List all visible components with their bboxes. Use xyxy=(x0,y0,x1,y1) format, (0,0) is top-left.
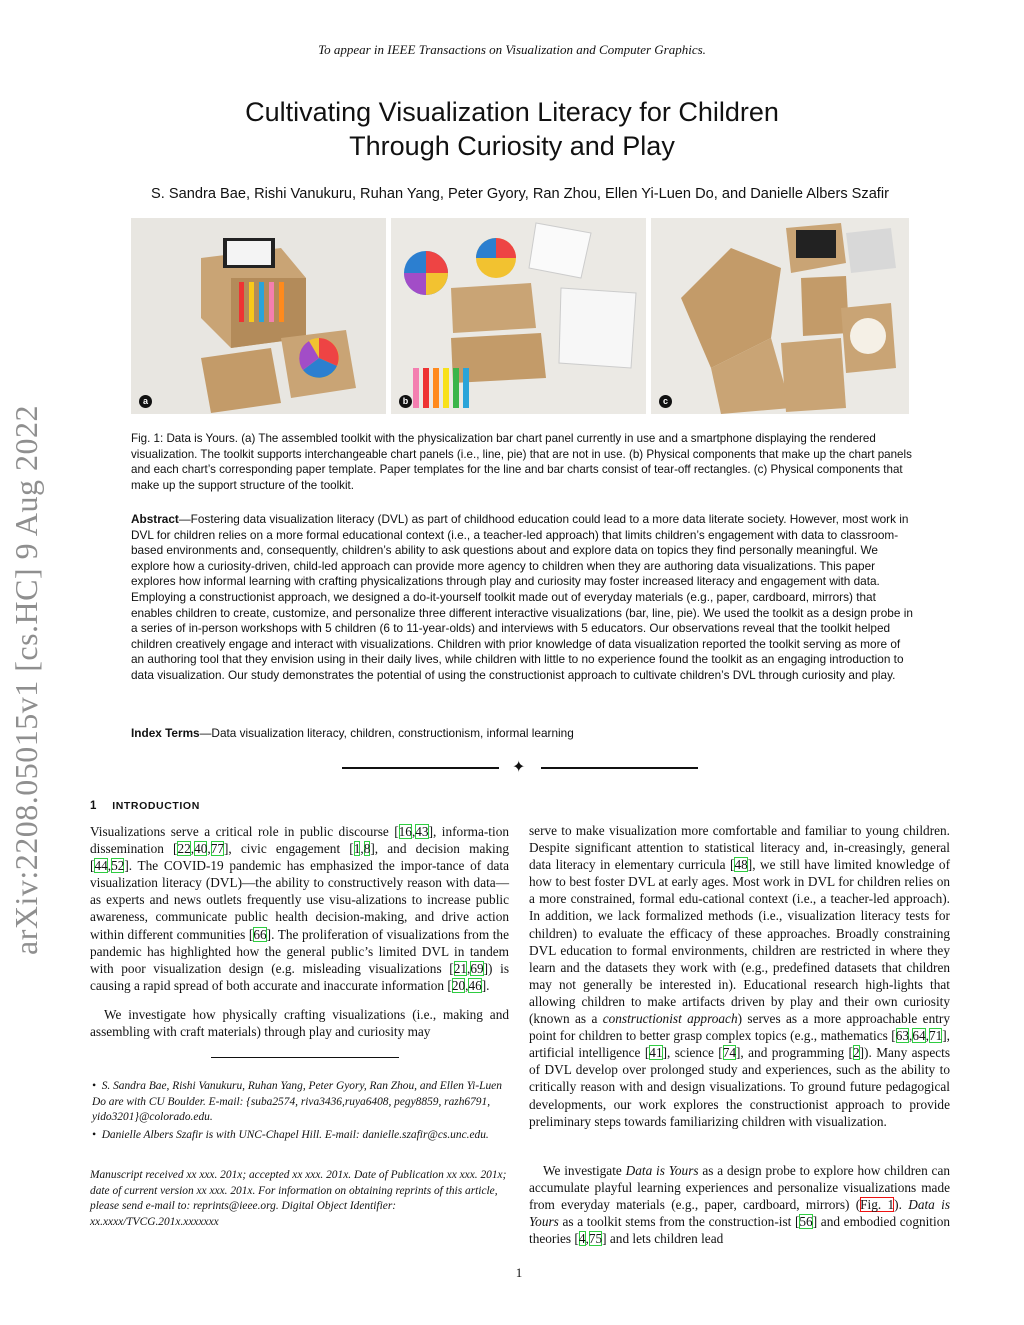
running-header: To appear in IEEE Transactions on Visualization and Computer Graphics. xyxy=(318,42,706,57)
citation-link[interactable]: 64 xyxy=(912,1028,926,1044)
citation-link[interactable]: 40 xyxy=(194,841,208,857)
emphasis: constructionist approach xyxy=(602,1011,738,1027)
physical-components-illustration xyxy=(391,218,646,414)
support-structure-illustration xyxy=(651,218,909,414)
intro-paragraph-2: We investigate how physically crafting visualizations (i.e., making and assembling with craft materials) through play and curiosity may xyxy=(90,1007,509,1040)
footnote-rule xyxy=(211,1057,399,1058)
citation-link[interactable]: 75 xyxy=(588,1231,603,1247)
citation-link[interactable]: 2 xyxy=(852,1045,860,1061)
arxiv-stamp: arXiv:2208.05015v1 [cs.HC] 9 Aug 2022 xyxy=(8,404,44,955)
citation-link[interactable]: 21 xyxy=(453,960,467,976)
figure-caption: Fig. 1: Data is Yours. (a) The assembled toolkit with the physicalization bar chart panel currently in use and a smartphone displaying the rendered visualization. The toolkit supports interchangeable chart panels (i.e., line, pie) that are not in use. (b) Physical components that make up the chart panels and each chart’s corresponding paper template. Paper templates for the line and bar charts consist of tear-off rectangles. (c) Physical components that make up the support structure of the toolkit. xyxy=(131,432,912,492)
separator-star-icon: ✦ xyxy=(512,759,526,776)
citation-link[interactable]: 63 xyxy=(895,1028,909,1044)
section-number: 1 xyxy=(90,800,97,812)
figure-panel-a xyxy=(131,218,386,414)
title-line-1: Cultivating Visualization Literacy for Children xyxy=(245,97,779,127)
abstract-text: —Fostering data visualization literacy (DVL) as part of childhood education could lead to a more data literate society. However, most work in DVL for children relies on a more formal educational context (i.e., a teacher-led approach) that limits children’s engagement with data to classroom-based environments and, consequently, children’s ability to ask questions about and explore data on topics they find personally meaningful. We explore how a curiosity-driven, child-led approach can provide more agency to children when they are authoring data visualizations. This paper explores how informal learning with crafting physicalizations through play and curiosity may foster increased literacy and engagement with data. Employing a constructionist approach, we designed a do-it-yourself toolkit made out of everyday materials (e.g., paper, cardboard, mirrors) that enables children to create, customize, and personalize three different interactive visualizations (bar, line, pie). We used the toolkit as a design probe in a series of in-person workshops with 5 children (6 to 11-year-olds) and interviews with 5 educators. Our observations reveal that the toolkit helped children creatively engage and interact with visualizations. Children with prior knowledge of data visualization reported the toolkit serving as more of an authoring tool that they envision using in their daily lives, while children with little to no experience found the toolkit as an engaging introduction to data visualization. Our study demonstrates the potential of using the constructionist approach to cultivate children’s DVL through curiosity and play. xyxy=(131,512,913,682)
section-separator xyxy=(342,760,698,776)
citation-link[interactable]: 20 xyxy=(451,977,466,993)
index-terms xyxy=(131,726,913,742)
citation-link[interactable]: 71 xyxy=(928,1028,943,1044)
panel-a-label: a xyxy=(139,395,152,408)
index-terms-label: Index Terms xyxy=(131,726,200,740)
title-line-2: Through Curiosity and Play xyxy=(349,131,675,161)
abstract xyxy=(131,512,913,684)
footnote-1: • S. Sandra Bae, Rishi Vanukuru, Ruhan Yang, Peter Gyory, Ran Zhou, and Ellen Yi-Luen Do are with CU Boulder. E-mail: {suba2574, riva3436,ruya6408, pegy8859, razh6791, yido3201}@colorado.edu. xyxy=(92,1080,502,1123)
citation-link[interactable]: 1 xyxy=(353,841,361,857)
separator-rule-left xyxy=(342,767,499,769)
citation-link[interactable]: 77 xyxy=(210,841,224,857)
manuscript-note: Manuscript received xx xxx. 201x; accepted xx xxx. 201x. Date of Publication xx xxx. 201x; date of current version xx xxx. 201x. For information on obtaining reprints of this article, please send e-mail to: reprints@ieee.org. Digital Object Identifier: xx.xxxx/TVCG.201x.xxxxxxx xyxy=(90,1169,507,1228)
citation-link[interactable]: 43 xyxy=(415,824,429,839)
panel-b-label: b xyxy=(399,395,412,408)
citation-link[interactable]: 44 xyxy=(94,858,108,874)
citation-link[interactable]: 4 xyxy=(578,1231,586,1247)
section-title: INTRODUCTION xyxy=(112,800,200,812)
citation-link[interactable]: 22 xyxy=(177,841,191,857)
emphasis: Data is Yours xyxy=(529,1197,950,1230)
abstract-label: Abstract xyxy=(131,512,179,526)
citation-link[interactable]: 52 xyxy=(111,858,125,874)
citation-link[interactable]: 41 xyxy=(649,1045,663,1061)
footnote-2: • Danielle Albers Szafir is with UNC-Chapel Hill. E-mail: danielle.szafir@cs.unc.edu. xyxy=(92,1129,489,1141)
figure-panel-c xyxy=(651,218,909,414)
separator-rule-right xyxy=(541,767,698,769)
author-list: S. Sandra Bae, Rishi Vanukuru, Ruhan Yang, Peter Gyory, Ran Zhou, Ellen Yi-Luen Do, and Danielle Albers Szafir xyxy=(151,186,889,202)
index-terms-text: —Data visualization literacy, children, constructionism, informal learning xyxy=(199,726,574,740)
intro-paragraph-1: Visualizations serve a critical role in public discourse [16,43], informa-tion dissemination [22,40,77], civic engagement [1,8], and decision making [44,52]. The COVID-19 pandemic has emphasized the impor-tance of data visualization literacy (DVL)—the ability to constructively reason with data—as experts and news outlets frequently use visu-alizations to increase public awareness, communicate public health decision-making, and drive action within different communities [66]. The proliferation of visualizations from the pandemic has highlighted how the general public’s limited DVL in tandem with poor visualization design (e.g. misleading visualizations [21,69]) is causing a rapid spread of both accurate and inaccurate information [20,46]. xyxy=(90,824,509,993)
panel-c-label: c xyxy=(659,395,672,408)
intro-paragraph-3: serve to make visualization more comfortable and familiar to young children. Despite significant attention to statistical literacy and, in-creasingly, general data literacy in elementary curricula [48], we still have limited knowledge of how to best foster DVL at early ages. Most work in DVL for children relies on a more constrained, formal edu-cational context (i.e., a teacher-led approach). In addition, we lack formalized methods (i.e., visualization literacy tests for children) to evaluate the efficacy of these approaches. Broadly constraining DVL education to formal environments, children are restricted in where they learn and the datasets they work with (e.g., predefined datasets that children may not generally be interested in). Educational research high-lights that allowing children to make artifacts driven by play and their own curiosity (known as a constructionist approach) serves as a more approachable entry point for children to better grasp complex topics (e.g., mathematics [63,64,71], artificial intelligence [41], science [74], and programming [2]). Many aspects of DVL develop over prolonged study and experiences, such as the ability to critically reason with and design visualizations. To ground future pedagogical developments, our work explores the constructionist approach to provide preliminary steps towards familiarizing children with visualization. xyxy=(529,823,951,1129)
citation-link[interactable]: 8 xyxy=(363,841,371,857)
figure-panel-b xyxy=(391,218,646,414)
citation-link[interactable]: 66 xyxy=(253,926,267,942)
citation-link[interactable]: 16 xyxy=(398,824,412,839)
intro-paragraph-4: We investigate Data is Yours as a design probe to explore how children can accumulate playful learning experiences and personalize visualizations made from everyday materials (e.g., paper, cardboard, mirrors) (Fig. 1). Data is Yours as a toolkit stems from the construction-ist [56] and embodied cognition theories [4,75] and lets children lead xyxy=(529,1163,950,1247)
citation-link[interactable]: 74 xyxy=(722,1045,736,1061)
paper-title xyxy=(0,95,1024,163)
assembled-toolkit-illustration xyxy=(131,218,386,414)
section-heading xyxy=(90,800,200,812)
citation-link[interactable]: 69 xyxy=(470,960,484,976)
emphasis: Data is Yours xyxy=(625,1163,699,1178)
citation-link[interactable]: 48 xyxy=(734,857,748,873)
citation-link[interactable]: 46 xyxy=(468,977,482,993)
figure-link[interactable]: Fig. 1 xyxy=(860,1197,895,1213)
page-number: 1 xyxy=(515,1265,523,1280)
citation-link[interactable]: 56 xyxy=(799,1214,813,1230)
